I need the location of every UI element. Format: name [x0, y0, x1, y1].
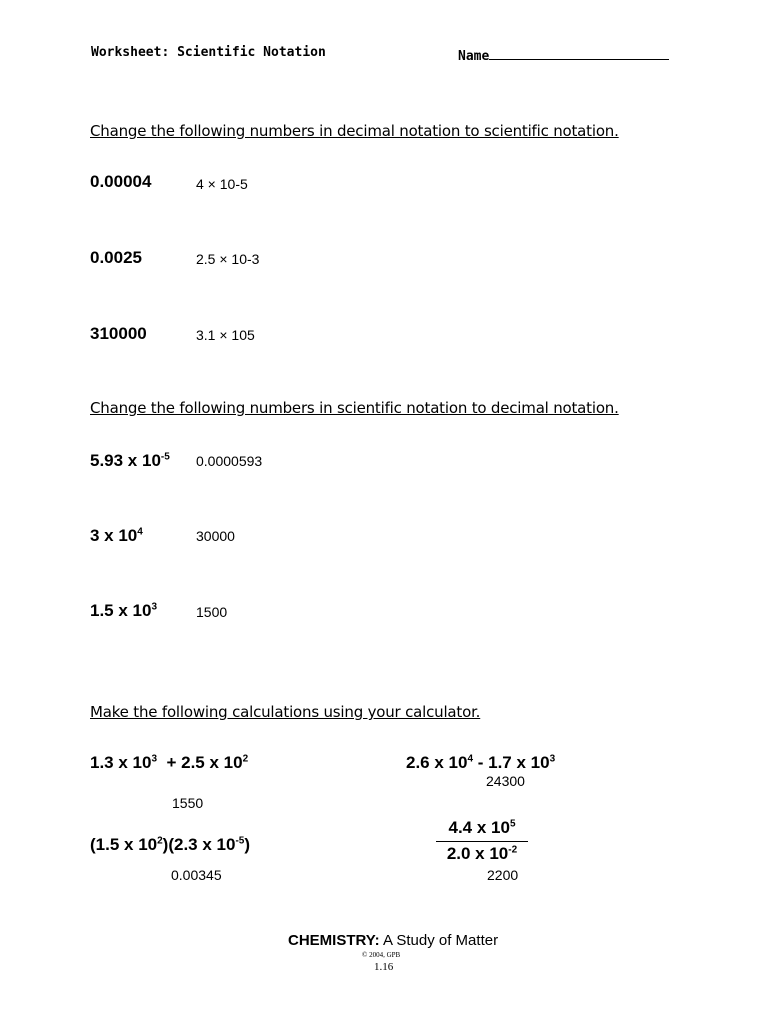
- calc-3-answer: 0.00345: [171, 867, 222, 883]
- calc-3-exp-b: -5: [235, 835, 245, 847]
- calc-3-term-a: (1.5 x 10: [90, 835, 158, 854]
- s2-problem-2-base: 3 x 10: [90, 526, 138, 545]
- footer-copyright: © 2004, GPB: [362, 951, 401, 959]
- footer-brand: CHEMISTRY:: [288, 932, 380, 949]
- s2-answer-3: 1500: [196, 604, 228, 620]
- calc-3-expression: [90, 835, 250, 855]
- name-field[interactable]: [458, 45, 669, 64]
- calc-3-term-b: )(2.3 x 10: [162, 835, 236, 854]
- calc-1-answer: 1550: [172, 795, 204, 811]
- calc-1-term-a: 1.3 x 10: [90, 753, 152, 772]
- s2-problem-3: [90, 601, 157, 621]
- calc-1-exp-a: 3: [151, 753, 158, 765]
- s2-problem-2: [90, 526, 143, 546]
- s2-problem-1-base: 5.93 x 10: [90, 451, 161, 470]
- calc-4-den-exp: -2: [508, 844, 518, 856]
- calc-1-term-b: + 2.5 x 10: [157, 753, 243, 772]
- calc-2-term-a: 2.6 x 10: [406, 753, 468, 772]
- calc-4-fraction: [436, 818, 528, 864]
- calc-2-exp-b: 3: [549, 753, 556, 765]
- worksheet-title: Worksheet: Scientific Notation: [91, 45, 326, 60]
- s1-answer-1: 4 × 10-5: [196, 176, 248, 192]
- calc-2-term-b: - 1.7 x 10: [473, 753, 550, 772]
- s2-answer-2: 30000: [196, 528, 235, 544]
- s2-problem-1-exp: -5: [160, 451, 170, 463]
- s2-problem-3-base: 1.5 x 10: [90, 601, 152, 620]
- s1-problem-3: 310000: [90, 324, 147, 343]
- footer-book-title: [288, 932, 498, 949]
- page-number: 1.16: [374, 961, 394, 973]
- s2-problem-3-exp: 3: [151, 601, 158, 613]
- calc-3-exp-a: 2: [157, 835, 163, 847]
- calc-3-close: ): [244, 835, 251, 854]
- section2-instruction: Change the following numbers in scientific notation to decimal notation.: [90, 399, 619, 417]
- s1-answer-2: 2.5 × 10-3: [196, 251, 260, 267]
- s2-problem-2-exp: 4: [137, 526, 143, 538]
- calc-2-exp-a: 4: [467, 753, 474, 765]
- s2-answer-1: 0.0000593: [196, 453, 263, 469]
- calc-4-answer: 2200: [487, 867, 519, 883]
- name-blank-line[interactable]: [489, 45, 669, 60]
- s2-problem-1: [90, 451, 170, 471]
- calc-1-expression: [90, 753, 248, 773]
- calc-4-denominator: [436, 844, 528, 864]
- calc-4-numerator: [436, 818, 528, 838]
- footer-subtitle: A Study of Matter: [379, 932, 499, 949]
- s1-problem-1: 0.00004: [90, 172, 152, 191]
- fraction-bar: [436, 841, 528, 842]
- calc-2-expression: [406, 753, 555, 773]
- name-label: Name: [458, 49, 490, 64]
- calc-1-exp-b: 2: [242, 753, 249, 765]
- s1-problem-2: 0.0025: [90, 248, 142, 267]
- section3-instruction: Make the following calculations using your calculator.: [90, 703, 481, 721]
- section1-instruction: Change the following numbers in decimal notation to scientific notation.: [90, 122, 619, 140]
- calc-4-num-base: 4.4 x 10: [448, 818, 510, 837]
- calc-2-answer: 24300: [486, 773, 525, 789]
- calc-4-den-base: 2.0 x 10: [446, 844, 509, 863]
- calc-4-num-exp: 5: [509, 818, 516, 830]
- s1-answer-3: 3.1 × 105: [196, 327, 255, 343]
